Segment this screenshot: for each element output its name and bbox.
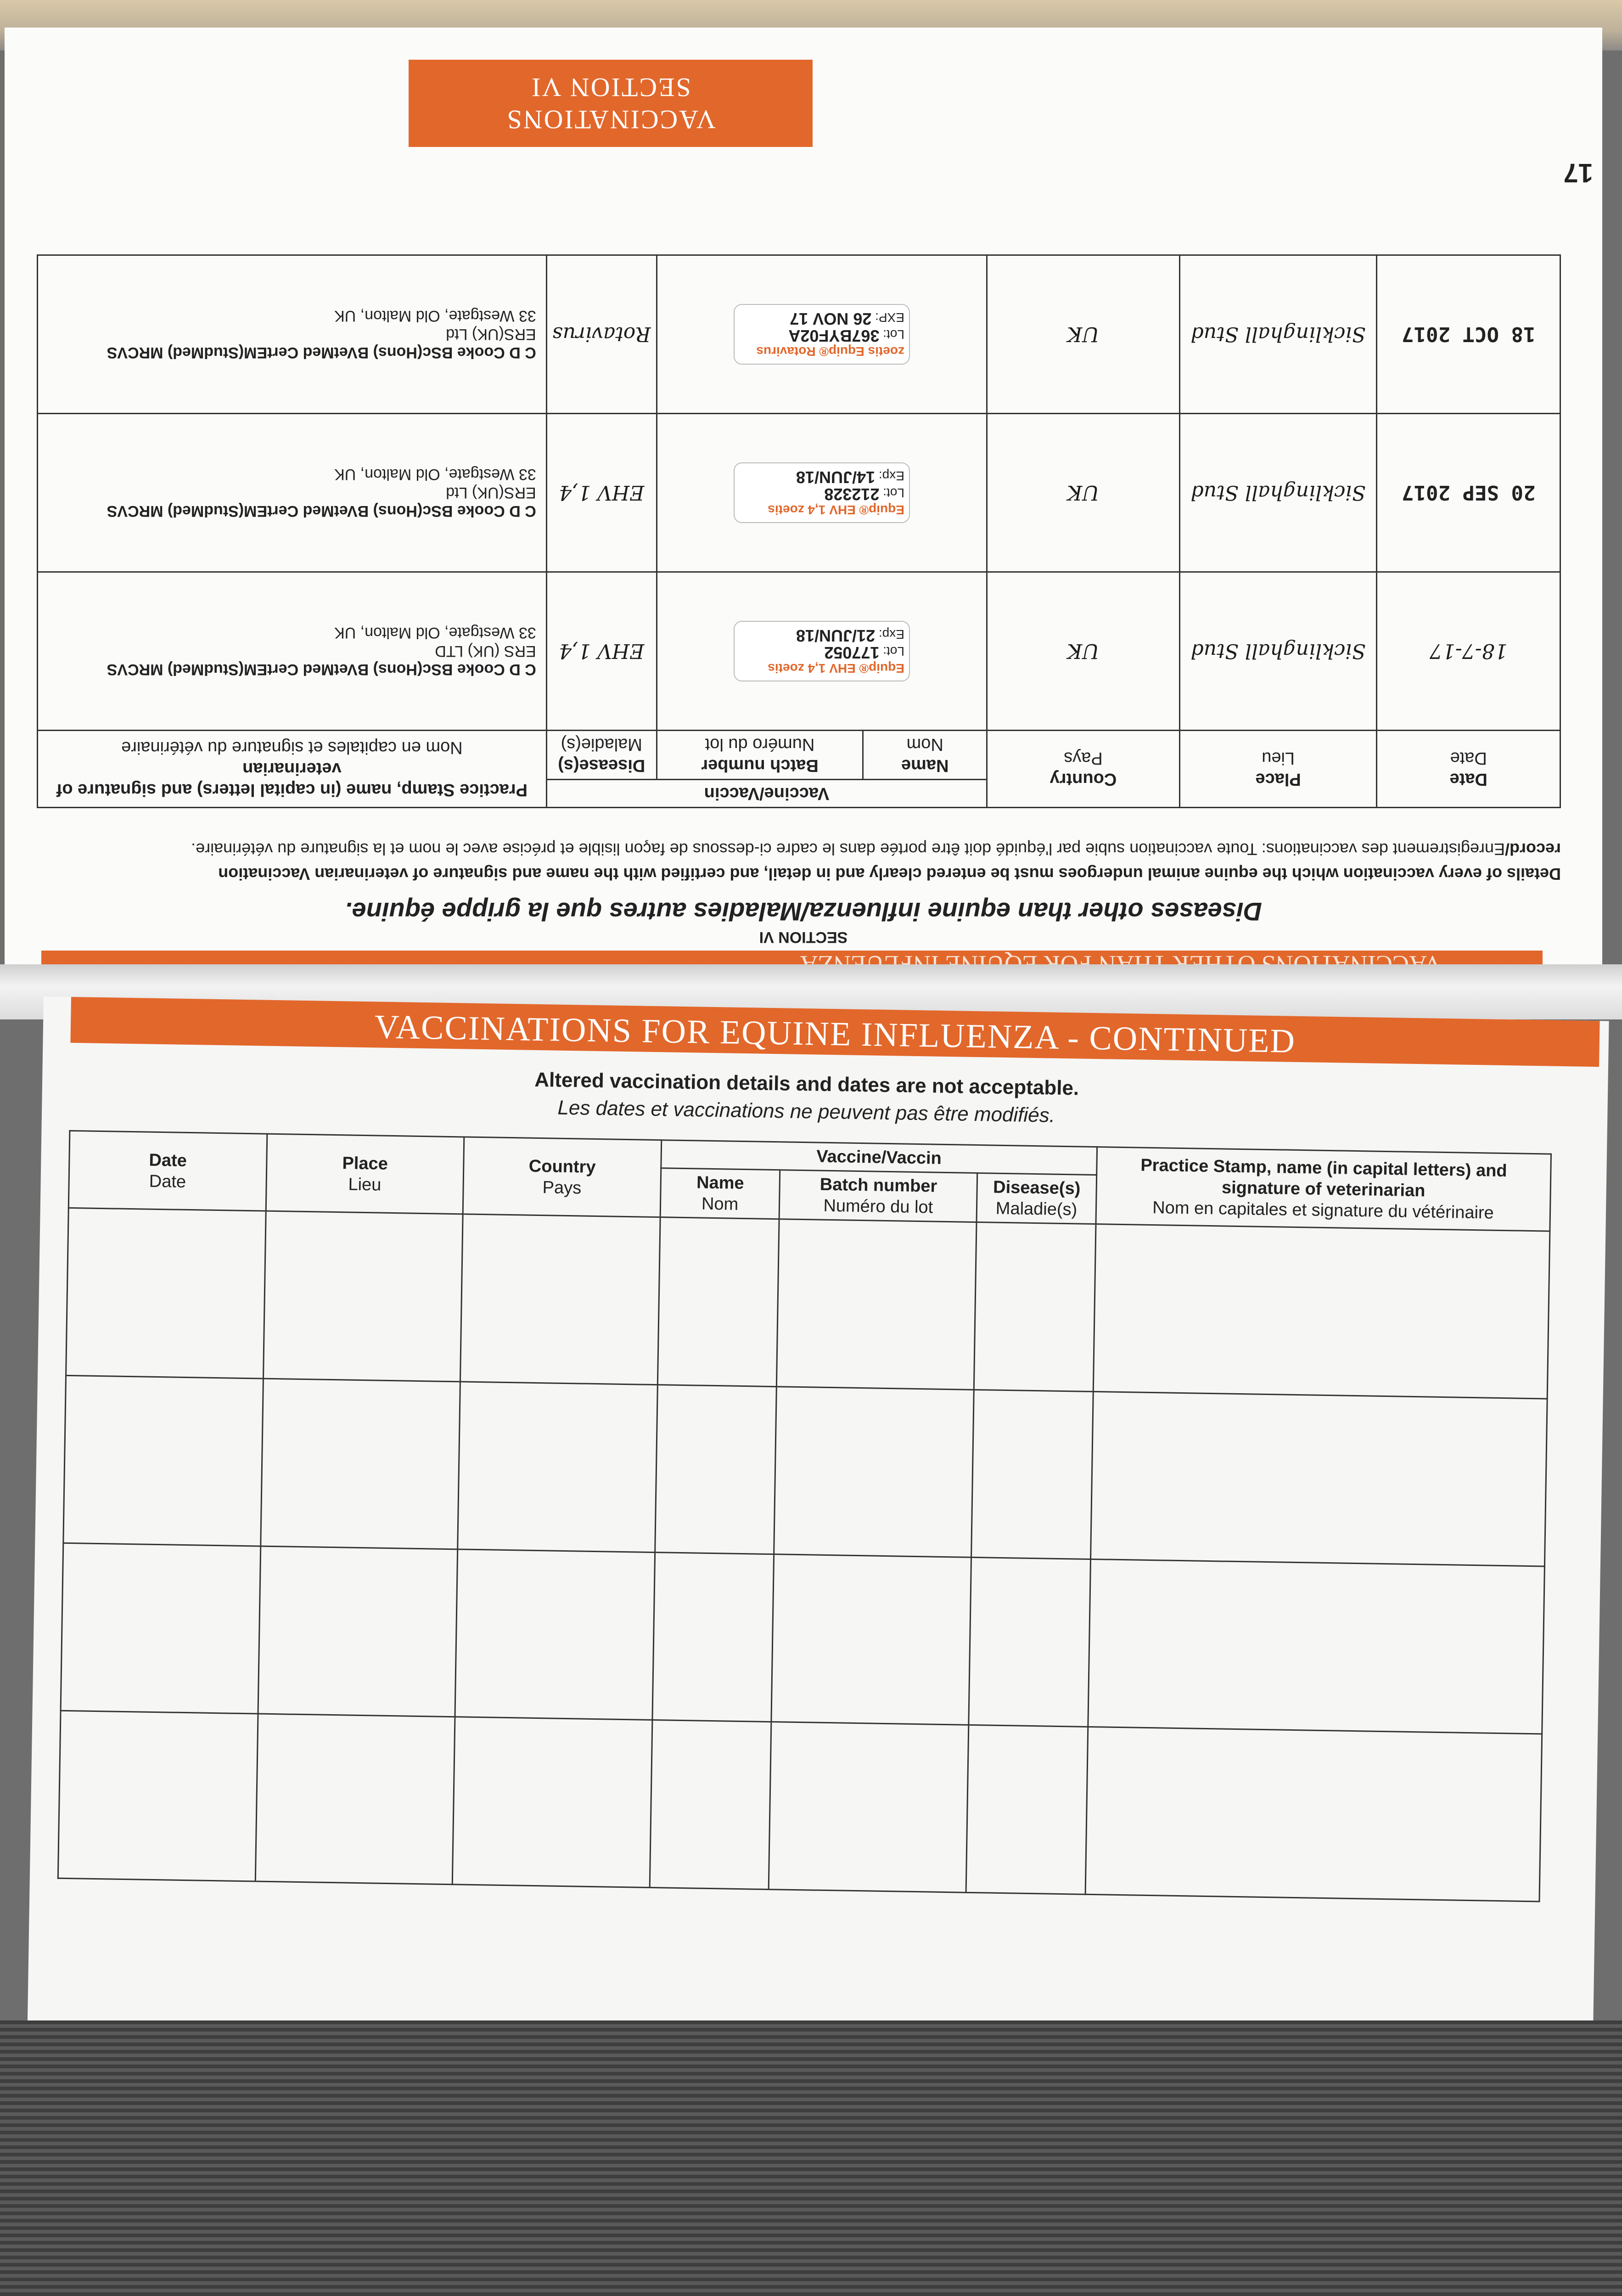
header-date: Date Date xyxy=(1377,731,1560,808)
stamp-org: ERS(UK) Ltd xyxy=(446,484,536,501)
practice-stamp xyxy=(39,307,545,362)
row-sticker-cell xyxy=(657,255,987,414)
vaccine-sticker xyxy=(734,462,910,523)
stamp-name: C D Cooke BSc(Hons) BVetMed CertEM(StudMed) MRCVS xyxy=(107,661,536,678)
row-place: Sicklinghall Stud xyxy=(1179,414,1377,572)
row-stamp xyxy=(38,414,547,572)
instructions-fr: Enregistrement des vaccinations: Toute vaccination subie par l'équidé doit être portée dans le cadre ci-dessous de façon lisible et précise avec le nom et la signature du vétérinaire. xyxy=(191,840,1505,859)
instructions-en: Details of every vaccination which the equine animal undergoes must be entered clearly and in detail, and certified with the name and signature of veterinarian Vaccination record/ xyxy=(218,840,1561,884)
header-name: Name Nom xyxy=(863,731,987,780)
practice-stamp xyxy=(39,465,545,520)
influenza-table xyxy=(57,1130,1552,1902)
sticker-lot-label: Lot: xyxy=(883,486,904,500)
stamp-address: 33 Westgate, Old Malton, UK xyxy=(334,624,536,642)
sticker-exp: 14/JUN/18 xyxy=(796,468,876,487)
upper-page xyxy=(5,28,1602,987)
stamp-name: C D Cooke BSc(Hons) BVetMed CertEM(StudMed) MRCVS xyxy=(107,344,536,361)
row-place: Sicklinghall Stud xyxy=(1179,255,1377,414)
sticker-lot: 367BYF02A xyxy=(788,326,880,345)
sticker-lot: 212328 xyxy=(824,485,880,504)
sticker-lot-label: Lot: xyxy=(883,327,904,342)
sticker-exp: 21/JUN/18 xyxy=(796,626,876,645)
table-row xyxy=(38,414,1560,572)
sticker-exp-label: EXP: xyxy=(875,310,904,325)
row-date: 18-7-17 xyxy=(1377,572,1560,731)
row-disease: Rotavirus xyxy=(546,255,657,414)
stamp-org: ERS (UK) LTD xyxy=(435,642,536,660)
table-row xyxy=(66,1208,1550,1399)
table-row xyxy=(58,1711,1542,1902)
stamp-address: 33 Westgate, Old Malton, UK xyxy=(334,466,536,483)
row-stamp xyxy=(38,572,547,731)
sticker-exp-label: Exp: xyxy=(878,627,904,642)
row-disease: EHV 1,4 xyxy=(546,414,657,572)
header-stamp: Practice Stamp, name (in capital letters) and signature of veterinarian Nom en capitales et signature du vétérinaire xyxy=(38,731,547,808)
instructions xyxy=(46,837,1561,886)
table-row xyxy=(38,572,1560,731)
sticker-brand: zoetis Equip® Rotavirus xyxy=(756,344,904,359)
sticker-lot-label: Lot: xyxy=(883,644,904,658)
stamp-name: C D Cooke BSc(Hons) BVetMed CertEM(StudMed) MRCVS xyxy=(107,502,536,520)
influenza-continued-banner: VACCINATIONS FOR EQUINE INFLUENZA - CONTINUED xyxy=(70,997,1600,1067)
table-row xyxy=(63,1375,1547,1566)
row-country: UK xyxy=(987,255,1180,414)
vaccine-sticker xyxy=(734,621,910,681)
row-sticker-cell xyxy=(657,572,987,731)
sticker-exp-label: Exp: xyxy=(878,469,904,483)
notice-en: Altered vaccination details and dates are not acceptable. xyxy=(534,1068,1079,1100)
scan-edge-bottom xyxy=(0,2020,1622,2296)
row-country: UK xyxy=(987,414,1180,572)
header-name: Name Nom xyxy=(660,1168,780,1219)
sticker-exp: 26 NOV 17 xyxy=(790,310,872,328)
page-number: 17 xyxy=(1563,158,1593,188)
header-batch: Batch number Numéro du lot xyxy=(657,731,863,780)
row-disease: EHV 1,4 xyxy=(546,572,657,731)
header-stamp: Practice Stamp, name (in capital letters) and signature of veterinarian Nom en capitales et signature du vétérinaire xyxy=(1096,1147,1551,1232)
table-header-row xyxy=(38,780,1560,808)
row-place: Sicklinghall Stud xyxy=(1179,572,1377,731)
header-vaccine: Vaccine/Vaccin xyxy=(546,780,987,808)
header-disease: Disease(s) Maladie(s) xyxy=(546,731,657,780)
header-vaccine: Vaccine/Vaccin xyxy=(661,1140,1097,1175)
stamp-org: ERS(UK) Ltd xyxy=(446,326,536,343)
lower-page xyxy=(28,996,1609,2059)
sticker-lot: 177052 xyxy=(824,643,880,662)
section-tab: VACCINATIONS SECTION VI xyxy=(409,60,813,147)
header-place: Place Lieu xyxy=(266,1134,464,1214)
notice-fr: Les dates et vaccinations ne peuvent pas être modifiés. xyxy=(557,1096,1055,1127)
stamp-address: 33 Westgate, Old Malton, UK xyxy=(334,307,536,325)
header-date: Date Date xyxy=(68,1131,267,1211)
row-country: UK xyxy=(987,572,1180,731)
vaccination-table xyxy=(37,254,1561,808)
table-row xyxy=(38,255,1560,414)
upper-page-content xyxy=(5,28,1602,987)
header-country: Country Pays xyxy=(987,731,1180,808)
header-disease: Disease(s) Maladie(s) xyxy=(977,1173,1097,1224)
header-place: Place Lieu xyxy=(1179,731,1377,808)
practice-stamp xyxy=(39,624,545,679)
header-country: Country Pays xyxy=(463,1137,661,1217)
row-stamp xyxy=(38,255,547,414)
sticker-brand: Equip® EHV 1,4 zoetis xyxy=(768,503,904,517)
row-date: 18 OCT 2017 xyxy=(1377,255,1560,414)
sticker-brand: Equip® EHV 1,4 zoetis xyxy=(768,661,904,675)
vaccine-sticker xyxy=(734,304,910,365)
row-sticker-cell xyxy=(657,414,987,572)
row-date: 20 SEP 2017 xyxy=(1377,414,1560,572)
header-batch: Batch number Numéro du lot xyxy=(780,1170,977,1222)
page-title: Diseases other than equine influenza/Maladies autres que la grippe équine. xyxy=(345,897,1262,926)
table-row xyxy=(61,1543,1544,1734)
section-label: SECTION VI xyxy=(759,929,848,946)
